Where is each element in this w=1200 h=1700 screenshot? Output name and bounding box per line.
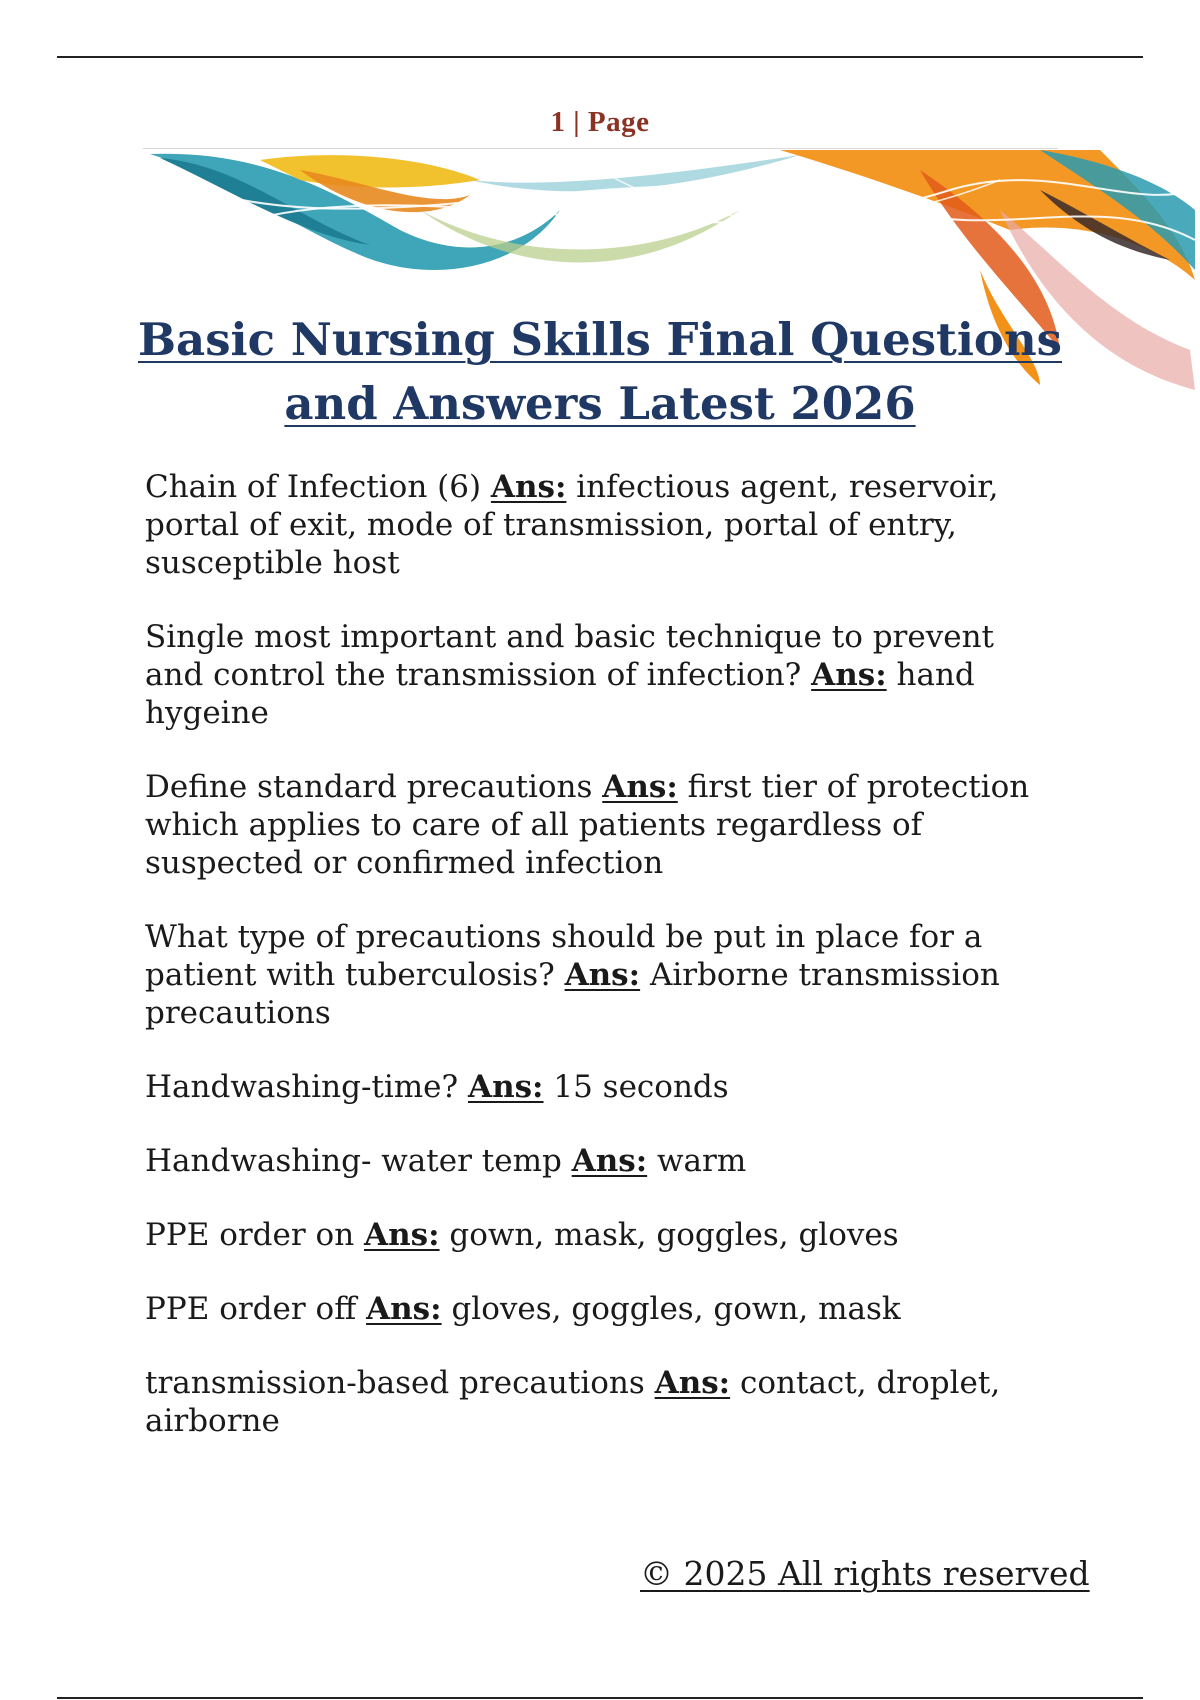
answer-label: Ans:: [366, 1291, 442, 1327]
answer-text: Airborne transmission precautions: [145, 957, 1000, 1031]
answer-label: Ans:: [602, 769, 678, 805]
answer-text: infectious agent, reservoir, portal of exit, mode of transmission, portal of entry, susceptible host: [145, 469, 999, 581]
answer-text: gloves, goggles, gown, mask: [441, 1291, 901, 1327]
answer-label: Ans:: [364, 1217, 440, 1253]
answer-label: Ans:: [811, 657, 887, 693]
document-title: Basic Nursing Skills Final Questions and Answers Latest 2026: [138, 313, 1062, 430]
answer-text: contact, droplet, airborne: [145, 1365, 1001, 1439]
answer-label: Ans:: [468, 1069, 544, 1105]
qa-item: [145, 1290, 1045, 1328]
qa-item: [145, 1142, 1045, 1180]
answer-label: Ans:: [654, 1365, 731, 1401]
question-text: PPE order off: [145, 1291, 367, 1327]
bottom-rule: [57, 1697, 1143, 1699]
question-text: PPE order on: [145, 1217, 365, 1253]
page-number-header: 1 | Page: [550, 106, 650, 138]
answer-label: Ans:: [571, 1143, 648, 1179]
qa-item: [145, 768, 1045, 882]
answer-label: Ans:: [564, 957, 641, 993]
answer-text: gown, mask, goggles, gloves: [439, 1217, 899, 1253]
question-text: Single most important and basic technique to prevent and control the transmission of infection?: [145, 619, 995, 693]
qa-item: [145, 918, 1045, 1032]
qa-item: [145, 1068, 1045, 1106]
answer-text: 15 seconds: [543, 1069, 729, 1105]
qa-item: [145, 1216, 1045, 1254]
answer-text: hand hygeine: [145, 657, 975, 731]
copyright-footer: © 2025 All rights reserved: [640, 1554, 1090, 1593]
answer-text: first tier of protection which applies to care of all patients regardless of suspected or confirmed infection: [145, 769, 1030, 881]
question-text: transmission-based precautions: [145, 1365, 655, 1401]
answer-label: Ans:: [490, 469, 567, 505]
answer-text: warm: [647, 1143, 747, 1179]
qa-item: [145, 468, 1045, 582]
question-text: Handwashing- water temp: [145, 1143, 572, 1179]
question-text: Chain of Infection (6): [145, 469, 491, 505]
qa-list: [145, 468, 1045, 1476]
qa-item: [145, 618, 1045, 732]
question-text: Define standard precautions: [145, 769, 603, 805]
top-rule: [57, 56, 1143, 58]
qa-item: [145, 1364, 1045, 1440]
question-text: Handwashing-time?: [145, 1069, 469, 1105]
header-divider: [143, 148, 1058, 149]
question-text: What type of precautions should be put in place for a patient with tuberculosis?: [145, 919, 983, 993]
